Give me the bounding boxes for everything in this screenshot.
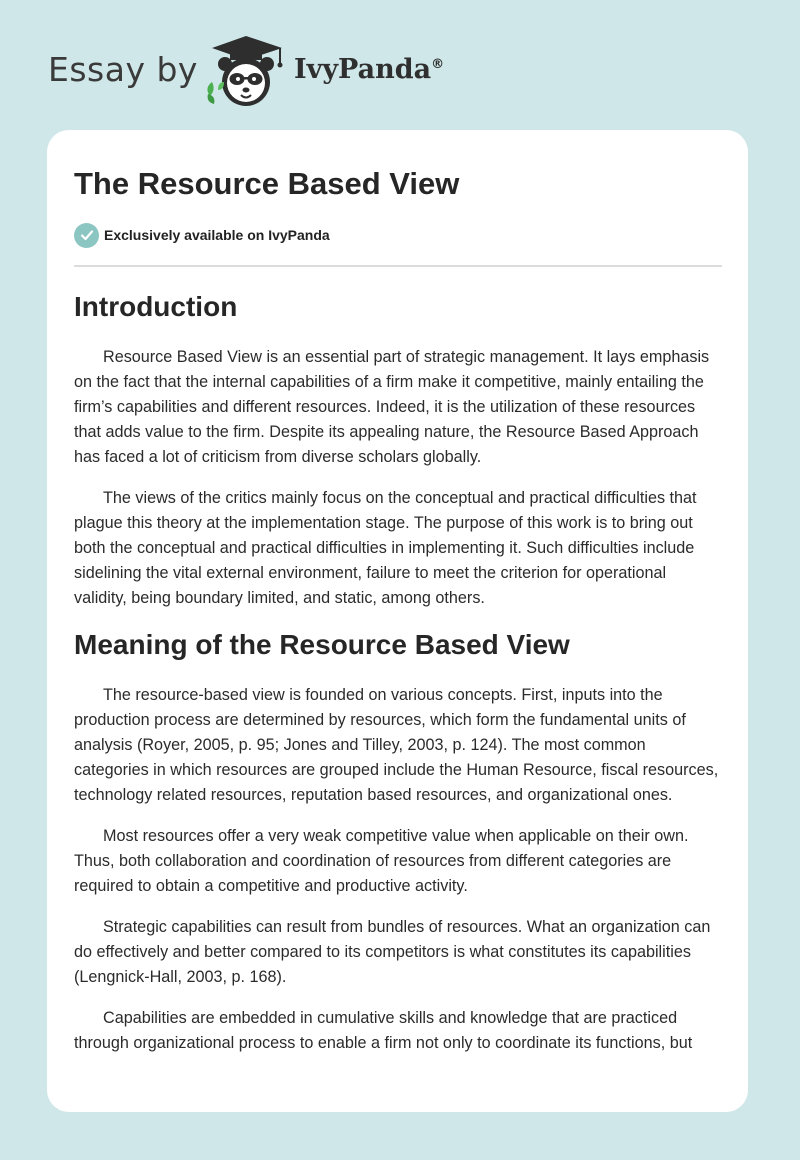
section-meaning	[74, 627, 722, 1056]
essay-by-label: Essay by	[48, 50, 198, 89]
section-heading: Introduction	[74, 291, 238, 322]
paragraph: Strategic capabilities can result from bundles of resources. What an organization can do effectively and better compared to its competitors is what constitutes its capabilities (Lengnick-Hall, 2003, p. 168).	[74, 918, 711, 986]
site-header	[0, 0, 800, 130]
exclusive-badge	[74, 222, 722, 248]
panda-logo-icon[interactable]	[200, 34, 292, 110]
paragraph: The resource-based view is founded on various concepts. First, inputs into the production process are determined by resources, which form the fundamental units of analysis (Royer, 2005, p. 95; Jones and Tilley, 2003, p. 124). The most common categories in which resources are grouped include the Human Resource, fiscal resources, technology related resources, reputation based resources, and organizational ones.	[74, 686, 719, 804]
badge-label: Exclusively available on IvyPanda	[104, 227, 330, 243]
section-heading: Meaning of the Resource Based View	[74, 629, 570, 660]
paragraph: Most resources offer a very weak competitive value when applicable on their own. Thus, both collaboration and coordination of resources from different categories are required to obtain a competitive and productive activity.	[74, 827, 689, 895]
section-introduction	[74, 289, 722, 611]
checkmark-icon	[80, 228, 94, 242]
registered-mark: ®	[431, 57, 445, 72]
brand-text: IvyPanda	[294, 54, 432, 85]
brand-name[interactable]	[294, 54, 444, 85]
check-circle-icon	[74, 223, 99, 248]
paragraph: Resource Based View is an essential part of strategic management. It lays emphasis on the fact that the internal capabilities of a firm make it competitive, mainly entailing the firm’s capabilities and different resources. Indeed, it is the utilization of these resources that adds value to the firm. Despite its appealing nature, the Resource Based Approach has faced a lot of criticism from diverse scholars globally.	[74, 348, 710, 466]
paragraph: Capabilities are embedded in cumulative skills and knowledge that are practiced through organizational process to enable a firm not only to coordinate its functions, but	[74, 1009, 693, 1052]
page-title: The Resource Based View	[74, 166, 460, 201]
essay-card	[47, 130, 748, 1112]
divider	[74, 265, 722, 267]
paragraph: The views of the critics mainly focus on the conceptual and practical difficulties that plague this theory at the implementation stage. The purpose of this work is to bring out both the conceptual and practical difficulties in implementing it. Such difficulties include sidelining the vital external environment, failure to meet the criterion for operational validity, being boundary limited, and static, among others.	[74, 489, 697, 607]
